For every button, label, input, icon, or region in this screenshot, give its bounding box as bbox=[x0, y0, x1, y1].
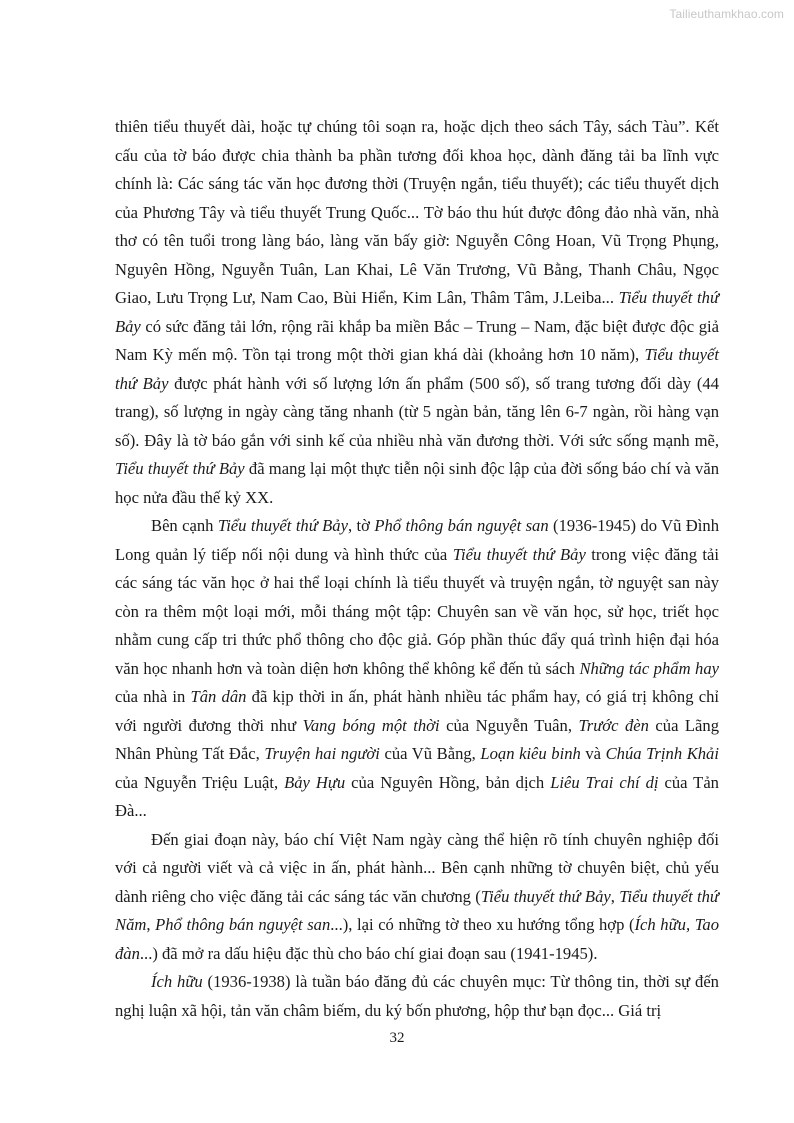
text-run: ...) đã mở ra dấu hiệu đặc thù cho báo chí giai đoạn sau (1941-1945). bbox=[139, 943, 598, 963]
text-run: (1936-1945) do Vũ Đình Long quản lý tiếp nối nội dung và hình thức của bbox=[115, 516, 719, 564]
text-run: trong việc đăng tải các sáng tác văn học ở hai thể loại chính là tiểu thuyết và truyện ngắn, tờ nguyệt san này còn ra thêm một loại mới, mỗi tháng một tập: Chuyên san về văn học, sử học, triết học nhằm cung cấp tri thức phổ thông cho độc giả. Góp phần thúc đẩy quá trình hiện đại hóa văn học nhanh hơn và toàn diện hơn không thể không kể đến tủ sách bbox=[115, 544, 719, 678]
italic-title: Trước đèn bbox=[578, 715, 649, 735]
text-run: , tờ bbox=[347, 516, 375, 535]
italic-title: Ích hữu bbox=[151, 972, 203, 991]
italic-title: Tiểu thuyết thứ Bảy bbox=[480, 886, 611, 906]
italic-title: Liêu Trai chí dị bbox=[550, 772, 659, 792]
text-run: đã kịp thời in ấn, phát hành nhiều tác phẩm hay, có giá trị không chỉ với người đương thời như bbox=[115, 687, 719, 735]
italic-title: Truyện hai người bbox=[264, 744, 380, 763]
text-run: có sức đăng tải lớn, rộng rãi khắp ba miền Bắc – Trung – Nam, đặc biệt được độc giả Nam Kỳ mến mộ. Tồn tại trong một thời gian khá dài (khoảng hơn 10 năm), bbox=[115, 316, 719, 364]
text-run: , bbox=[146, 915, 156, 934]
italic-title: Tiểu thuyết thứ Năm bbox=[115, 886, 719, 934]
italic-title: Tân dân bbox=[190, 687, 247, 706]
italic-title: Những tác phẩm hay bbox=[579, 658, 719, 678]
page-number: 32 bbox=[389, 1030, 405, 1046]
text-run: , bbox=[610, 886, 620, 906]
text-run: của Nguyễn Tuân, bbox=[439, 715, 579, 735]
text-run: của Tản Đà... bbox=[115, 772, 719, 820]
italic-title: Tiểu thuyết thứ Bảy bbox=[217, 516, 348, 535]
text-run: Đến giai đoạn này, báo chí Việt Nam ngày càng thể hiện rõ tính chuyên nghiệp đối với cả người viết và cả việc in ấn, phát hành... Bên cạnh những tờ chuyên biệt, chủ yếu dành riêng cho việc đăng tải các sáng tác văn chương ( bbox=[115, 829, 719, 906]
text-run: thiên tiểu thuyết dài, hoặc tự chúng tôi soạn ra, hoặc dịch theo sách Tây, sách Tàu”. Kết cấu của tờ báo được chia thành ba phần tương đối khoa học, dành đăng tải ba lĩnh vực chính là: Các sáng tác văn học đương thời (Truyện ngắn, tiểu thuyết); các tiểu thuyết dịch của Phương Tây và tiểu thuyết Trung Quốc... Tờ báo thu hút được đông đảo nhà văn, nhà thơ có tên tuổi trong làng báo, làng văn bấy giờ: Nguyễn Công Hoan, Vũ Trọng Phụng, Nguyên Hồng, Nguyễn Tuân, Lan Khai, Lê Văn Trương, Vũ Bằng, Thanh Châu, Ngọc Giao, Lưu Trọng Lư, Nam Cao, Bùi Hiển, Kim Lân, Thâm Tâm, J.Leiba... bbox=[115, 117, 719, 307]
italic-title: Tiểu thuyết thứ Bảy bbox=[115, 459, 245, 478]
text-run: được phát hành với số lượng lớn ấn phẩm (500 số), số trang tương đối dày (44 trang), số lượng in ngày càng tăng nhanh (từ 5 ngàn bản, tăng lên 6-7 ngàn, rồi hàng vạn số). Đây là tờ báo gắn với sinh kế của nhiều nhà văn đương thời. Với sức sống mạnh mẽ, bbox=[115, 373, 719, 450]
italic-title: Phổ thông bán nguyệt san bbox=[374, 516, 549, 535]
italic-title: Chúa Trịnh Khải bbox=[605, 744, 719, 763]
paragraph-3 bbox=[115, 826, 719, 969]
text-run: (1936-1938) là tuần báo đăng đủ các chuyên mục: Từ thông tin, thời sự đến nghị luận xã hội, tản văn châm biếm, du ký bốn phương, hộp thư bạn đọc... Giá trị bbox=[115, 972, 719, 1020]
text-run: của nhà in bbox=[115, 687, 191, 706]
body-text bbox=[115, 113, 719, 1025]
text-run: của Nguyên Hồng, bản dịch bbox=[345, 772, 551, 792]
text-run: ...), lại có những tờ theo xu hướng tổng hợp ( bbox=[330, 915, 635, 934]
paragraph-1 bbox=[115, 113, 719, 512]
text-run: đã mang lại một thực tiễn nội sinh độc lập của đời sống báo chí và văn học nửa đầu thế kỷ XX. bbox=[115, 459, 719, 507]
text-run: Bên cạnh bbox=[151, 516, 218, 535]
italic-title: Tiểu thuyết thứ Bảy bbox=[452, 544, 586, 564]
italic-title: Vang bóng một thời bbox=[302, 715, 440, 735]
italic-title: Tiểu thuyết thứ Bảy bbox=[115, 345, 719, 393]
italic-title: Bảy Hựu bbox=[284, 772, 346, 792]
paragraph-2 bbox=[115, 512, 719, 826]
text-run: của Vũ Bằng, bbox=[379, 744, 481, 763]
text-run: của Nguyễn Triệu Luật, bbox=[115, 772, 285, 792]
watermark: Tailieuthamkhao.com bbox=[669, 7, 784, 21]
italic-title: Phổ thông bán nguyệt san bbox=[155, 915, 331, 934]
text-run: và bbox=[580, 744, 606, 763]
italic-title: Tiểu thuyết thứ Bảy bbox=[115, 288, 720, 336]
paragraph-4 bbox=[115, 968, 719, 1025]
italic-title: Ích hữu, Tao đàn bbox=[115, 915, 720, 963]
italic-title: Loạn kiêu binh bbox=[480, 744, 581, 763]
text-run: của Lãng Nhân Phùng Tất Đắc, bbox=[115, 715, 720, 763]
